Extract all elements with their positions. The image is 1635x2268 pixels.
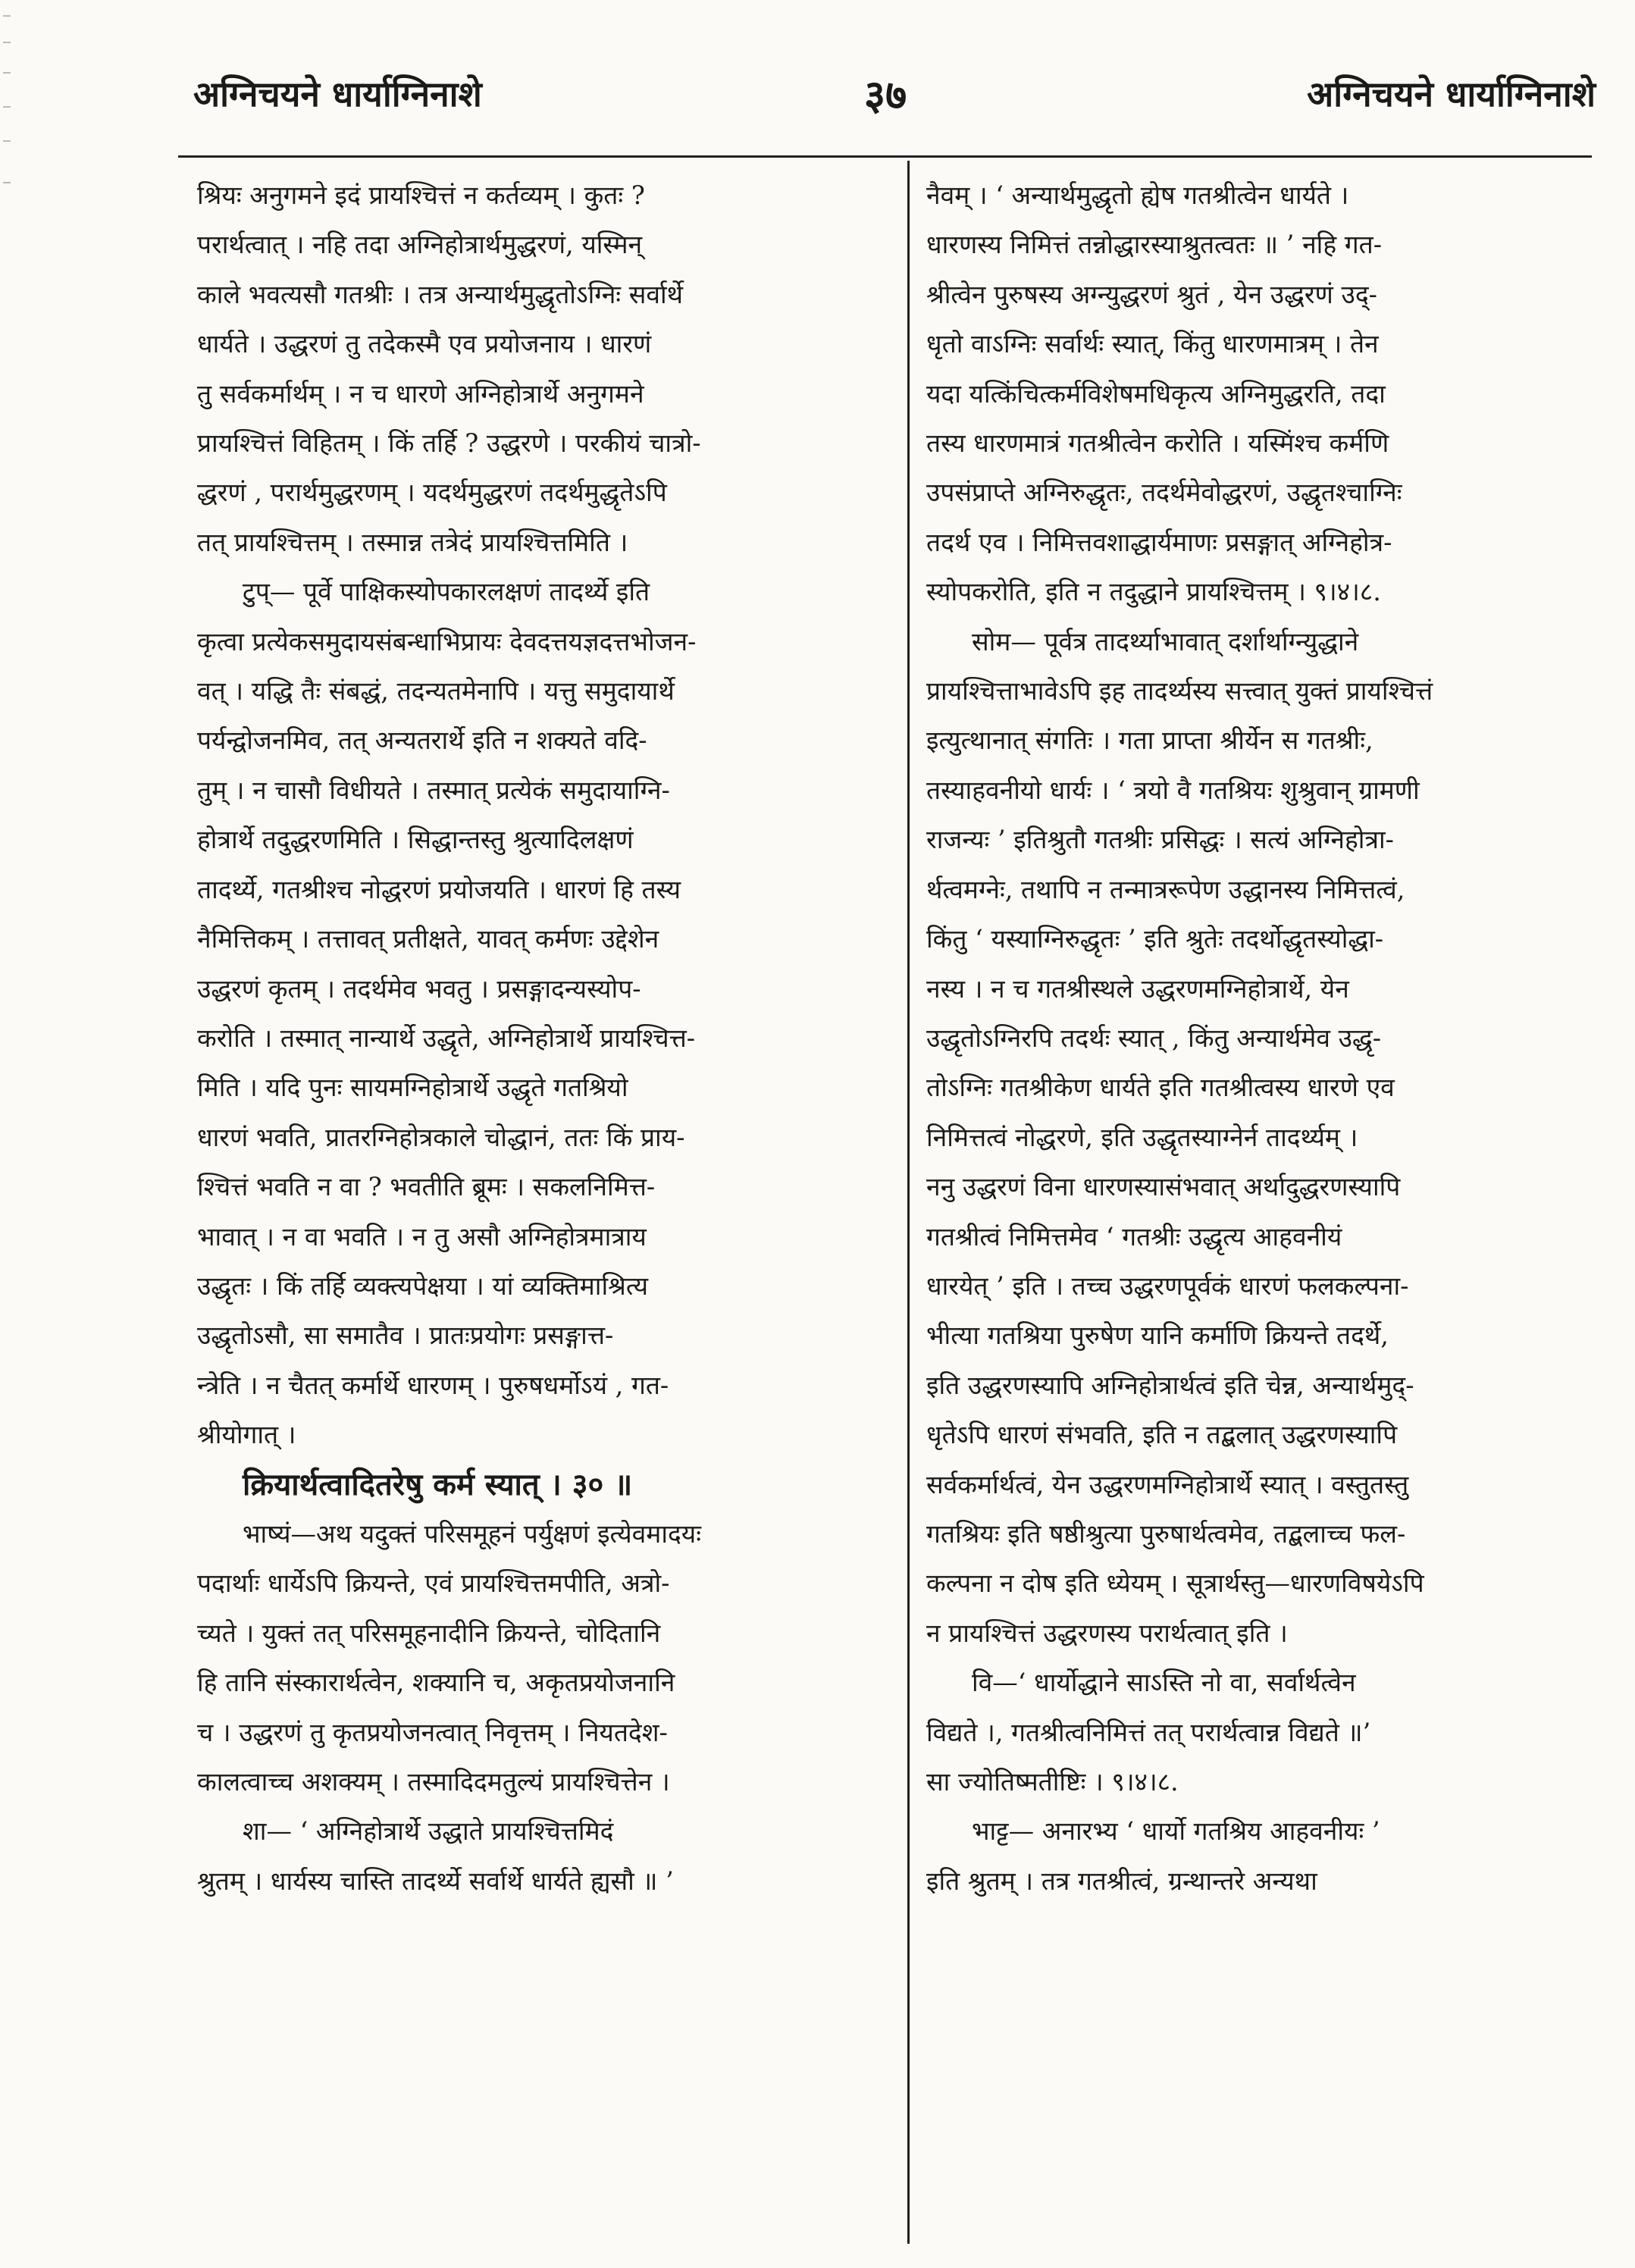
text-line: कालत्वाच्च अशक्यम् । तस्मादिदमतुल्यं प्रायश्चित्तेन । <box>197 1767 670 1797</box>
text-line: गतश्रियः इति षष्ठीश्रुत्या पुरुषार्थत्वमेव, तद्बलाच्च फल- <box>926 1518 1406 1549</box>
text-line: उपसंप्राप्ते अग्निरुद्धृतः, तदर्थमेवोद्धरणं, उद्धृतश्चाग्निः <box>926 478 1402 508</box>
text-line: तोऽग्निः गतश्रीकेण धार्यते इति गतश्रीत्वस्य धारणे एव <box>926 1073 1395 1103</box>
text-line: धृतेऽपि धारणं संभवति, इति न तद्बलात् उद्धरणस्यापि <box>926 1420 1398 1450</box>
text-line: र्थत्वमग्नेः, तथापि न तन्मात्ररूपेण उद्धानस्य निमित्तत्वं, <box>926 874 1405 904</box>
text-line: श्रीयोगात् । <box>197 1420 296 1450</box>
text-line: पर्यन्द्वोजनमिव, तत् अन्यतरार्थे इति न शक्यते वदि- <box>197 725 647 756</box>
text-line: नैवम् । ‘ अन्यार्थमुद्धृतो ह्येष गतश्रीत्वेन धार्यते । <box>926 180 1349 210</box>
bhatta-paragraph-start: भाट्ट— अनारभ्य ‘ धार्यो गतश्रिय आहवनीयः ’ <box>972 1816 1380 1847</box>
text-line: किंतु ‘ यस्याग्निरुद्धृतः ’ इति श्रुतेः तदर्थोद्धृतस्योद्धा- <box>926 924 1384 954</box>
margin-mark <box>3 106 11 108</box>
text-line: स्योपकरोति, इति न तदुद्धाने प्रायश्चित्तम् । ९।४।८. <box>926 577 1381 607</box>
text-line: प्रायश्चित्तं विहितम् । किं तर्हि ? उद्धरणे । परकीयं चात्रो- <box>197 428 701 459</box>
text-line: तादर्थ्ये, गतश्रीश्च नोद्धरणं प्रयोजयति । धारणं हि तस्य <box>197 874 681 904</box>
header-rule <box>178 155 1592 158</box>
text-line: धारयेत् ’ इति । तच्च उद्धरणपूर्वकं धारणं फलकल्पना- <box>926 1270 1409 1301</box>
sutra-heading: क्रियार्थत्वादितरेषु कर्म स्यात् । ३० ॥ <box>243 1466 633 1502</box>
soma-paragraph-start: सोम— पूर्वत्र तादर्थ्याभावात् दर्शार्थाग्न्युद्धाने <box>972 626 1359 656</box>
text-line: काले भवत्यसौ गतश्रीः । तत्र अन्यार्थमुद्धृतोऽग्निः सर्वार्थे <box>197 279 684 309</box>
text-line: इत्युत्थानात् संगतिः । गता प्राप्ता श्रीर्येन स गतश्रीः, <box>926 725 1373 756</box>
text-line: तुम् । न चासौ विधीयते । तस्मात् प्रत्येकं समुदायाग्नि- <box>197 775 670 805</box>
text-line: तदर्थ एव । निमित्तवशाद्धार्यमाणः प्रसङ्गात् अग्निहोत्र- <box>926 527 1392 557</box>
text-line: धारणं भवति, प्रातरग्निहोत्रकाले चोद्धानं, ततः किं प्राय- <box>197 1122 685 1152</box>
text-line: इति उद्धरणस्यापि अग्निहोत्रार्थत्वं इति चेन्न, अन्यार्थमुद्- <box>926 1370 1414 1400</box>
text-line: परार्थत्वात् । नहि तदा अग्निहोत्रार्थमुद्धरणं, यस्मिन् <box>197 230 643 260</box>
text-line: निमित्तत्वं नोद्धरणे, इति उद्धृतस्याग्नेर्न तादर्थ्यम् । <box>926 1122 1358 1152</box>
text-line: पदार्थाः धार्येऽपि क्रियन्ते, एवं प्रायश्चित्तमपीति, अत्रो- <box>197 1568 670 1599</box>
text-line: धार्यते । उद्धरणं तु तदेकस्मै एव प्रयोजनाय । धारणं <box>197 329 652 359</box>
tupteeka-paragraph-start: टुप्— पूर्वे पाक्षिकस्योपकारलक्षणं तादर्थ्ये इति <box>243 577 650 607</box>
left-column <box>197 171 894 1906</box>
text-line: प्रायश्चित्ताभावेऽपि इह तादर्थ्यस्य सत्त्वात् युक्तं प्रायश्चित्तं <box>926 676 1433 706</box>
shastradipika-paragraph-start: शा— ‘ अग्निहोत्रार्थे उद्धाते प्रायश्चित्तमिदं <box>243 1816 614 1847</box>
text-line: धृतो वाऽग्निः सर्वार्थः स्यात्, किंतु धारणमात्रम् । तेन <box>926 329 1379 359</box>
text-line: तस्याहवनीयो धार्यः । ‘ त्रयो वै गतश्रियः शुश्रुवान् ग्रामणी <box>926 775 1420 805</box>
text-line: वत् । यद्धि तैः संबद्धं, तदन्यतमेनापि । यत्तु समुदायार्थे <box>197 676 675 706</box>
text-line: उद्धृतोऽग्निरपि तदर्थः स्यात् , किंतु अन्यार्थमेव उद्धृ- <box>926 1023 1382 1053</box>
text-line: हि तानि संस्कारार्थत्वेन, शक्यानि च, अकृतप्रयोजनानि <box>197 1668 675 1698</box>
margin-mark <box>3 15 11 17</box>
text-line: श्रियः अनुगमने इदं प्रायश्चित्तं न कर्तव्यम् । कुतः ? <box>197 180 645 210</box>
text-line: धारणस्य निमित्तं तन्नोद्धारस्याश्रुतत्वतः ॥ ’ नहि गत- <box>926 230 1383 260</box>
running-title-left: अग्निचयने धार्याग्निनाशे <box>193 74 482 114</box>
text-line: उद्धृतोऽसौ, सा समातैव । प्रातःप्रयोगः प्रसङ्गात्त- <box>197 1320 614 1351</box>
right-column <box>926 171 1597 1906</box>
text-line: उद्धृतः । किं तर्हि व्यक्त्यपेक्षया । यां व्यक्तिमाश्रित्य <box>197 1270 648 1301</box>
text-line: कल्पना न दोष इति ध्येयम् । सूत्रार्थस्तु—धारणविषयेऽपि <box>926 1568 1424 1599</box>
bhashya-paragraph-start: भाष्यं—अथ यदुक्तं परिसमूहनं पर्युक्षणं इत्येवमादयः <box>243 1518 701 1549</box>
text-line: इति श्रुतम् । तत्र गतश्रीत्वं, ग्रन्थान्तरे अन्यथा <box>926 1865 1317 1896</box>
text-line: द्धरणं , परार्थमुद्धरणम् । यदर्थमुद्धरणं तदर्थमुद्धृतेऽपि <box>197 478 667 508</box>
text-line: ननु उद्धरणं विना धारणस्यासंभवात् अर्थादुद्धरणस्यापि <box>926 1172 1401 1202</box>
text-line: न्त्रेति । न चैतत् कर्मार्थे धारणम् । पुरुषधर्मोऽयं , गत- <box>197 1370 669 1400</box>
text-line: श्चित्तं भवति न वा ? भवतीति ब्रूमः । सकलनिमित्त- <box>197 1172 656 1202</box>
text-line: च । उद्धरणं तु कृतप्रयोजनत्वात् निवृत्तम् । नियतदेश- <box>197 1717 668 1747</box>
text-line: गतश्रीत्वं निमित्तमेव ‘ गतश्रीः उद्धृत्य आहवनीयं <box>926 1221 1342 1251</box>
text-line: च्यते । युक्तं तत् परिसमूहनादीनि क्रियन्ते, चोदितानि <box>197 1618 661 1648</box>
text-line: सर्वकर्मार्थत्वं, येन उद्धरणमग्निहोत्रार्थे स्यात् । वस्तुतस्तु <box>926 1469 1409 1499</box>
text-line: भावात् । न वा भवति । न तु असौ अग्निहोत्रमात्राय <box>197 1221 647 1251</box>
text-line: मिति । यदि पुनः सायमग्निहोत्रार्थे उद्धृते गतश्रियो <box>197 1073 628 1103</box>
margin-mark <box>3 42 11 43</box>
text-line: नैमित्तिकम् । तत्तावत् प्रतीक्षते, यावत् कर्मणः उद्देशेन <box>197 924 659 954</box>
text-line: तत् प्रायश्चित्तम् । तस्मान्न तत्रेदं प्रायश्चित्तमिति । <box>197 527 628 557</box>
margin-mark <box>3 72 11 74</box>
running-title-right: अग्निचयने धार्याग्निनाशे <box>1307 74 1596 114</box>
text-line: भीत्या गतश्रिया पुरुषेण यानि कर्माणि क्रियन्ते तदर्थे, <box>926 1320 1389 1351</box>
text-line: कृत्वा प्रत्येकसमुदायसंबन्धाभिप्रायः देवदत्तयज्ञदत्तभोजन- <box>197 626 697 656</box>
text-line: नस्य । न च गतश्रीस्थले उद्धरणमग्निहोत्रार्थे, येन <box>926 973 1349 1004</box>
text-line: विद्यते ।, गतश्रीत्वनिमित्तं तत् परार्थत्वान्न विद्यते ॥’ <box>926 1717 1371 1747</box>
text-line: सा ज्योतिष्मतीष्टिः । ९।४।८. <box>926 1767 1179 1797</box>
text-line: राजन्यः ’ इतिश्रुतौ गतश्रीः प्रसिद्धः । सत्यं अग्निहोत्रा- <box>926 825 1394 855</box>
page-number: ३७ <box>864 70 907 119</box>
text-line: श्रुतम् । धार्यस्य चास्ति तादर्थ्ये सर्वार्थे धार्यते ह्यसौ ॥ ’ <box>197 1865 674 1896</box>
text-line: करोति । तस्मात् नान्यार्थे उद्धृते, अग्निहोत्रार्थे प्रायश्चित्त- <box>197 1023 696 1053</box>
text-line: उद्धरणं कृतम् । तदर्थमेव भवतु । प्रसङ्गादन्यस्योप- <box>197 973 641 1004</box>
vidhi-paragraph-start: वि—‘ धार्योद्धाने साऽस्ति नो वा, सर्वार्थत्वेन <box>972 1668 1356 1698</box>
margin-mark <box>3 140 11 142</box>
page-header <box>193 70 1596 130</box>
text-line: तस्य धारणमात्रं गतश्रीत्वेन करोति । यस्मिंश्च कर्मणि <box>926 428 1389 459</box>
text-line: तु सर्वकर्मार्थम् । न च धारणे अग्निहोत्रार्थे अनुगमने <box>197 378 644 409</box>
text-line: श्रीत्वेन पुरुषस्य अग्न्युद्धरणं श्रुतं , येन उद्धरणं उद्- <box>926 279 1377 309</box>
margin-mark <box>3 182 11 183</box>
text-line: होत्रार्थे तदुद्धरणमिति । सिद्धान्तस्तु श्रुत्यादिलक्षणं <box>197 825 634 855</box>
text-line: यदा यत्किंचित्कर्मविशेषमधिकृत्य अग्निमुद्धरति, तदा <box>926 378 1386 409</box>
text-line: न प्रायश्चित्तं उद्धरणस्य परार्थत्वात् इति । <box>926 1618 1288 1648</box>
column-divider <box>907 161 910 2244</box>
